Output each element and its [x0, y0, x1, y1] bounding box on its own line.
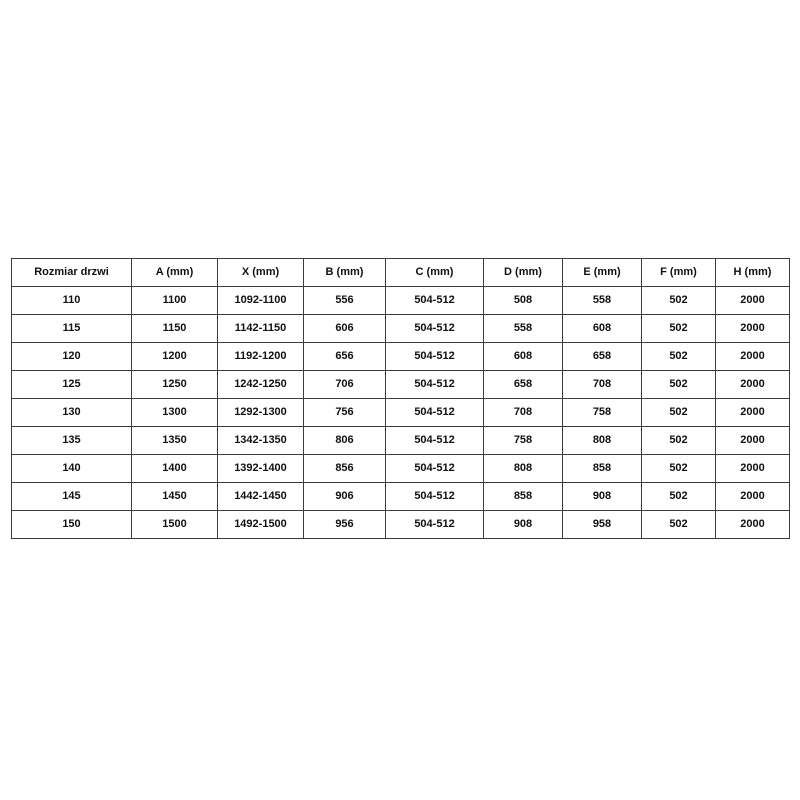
cell-d: 808 [484, 455, 563, 483]
cell-a: 1300 [132, 399, 218, 427]
cell-e: 808 [563, 427, 642, 455]
cell-d: 858 [484, 483, 563, 511]
cell-h: 2000 [716, 287, 790, 315]
cell-x: 1192-1200 [218, 343, 304, 371]
cell-x: 1092-1100 [218, 287, 304, 315]
cell-x: 1292-1300 [218, 399, 304, 427]
cell-a: 1500 [132, 511, 218, 539]
cell-a: 1400 [132, 455, 218, 483]
cell-f: 502 [642, 287, 716, 315]
cell-x: 1342-1350 [218, 427, 304, 455]
cell-a: 1450 [132, 483, 218, 511]
cell-d: 658 [484, 371, 563, 399]
cell-door-size: 115 [12, 315, 132, 343]
cell-c: 504-512 [386, 399, 484, 427]
table-row [12, 455, 790, 483]
cell-door-size: 135 [12, 427, 132, 455]
cell-e: 658 [563, 343, 642, 371]
cell-e: 758 [563, 399, 642, 427]
cell-door-size: 125 [12, 371, 132, 399]
cell-f: 502 [642, 343, 716, 371]
column-header-f: F (mm) [642, 259, 716, 287]
cell-b: 706 [304, 371, 386, 399]
spec-table-container [11, 258, 789, 539]
table-header [12, 259, 790, 287]
cell-f: 502 [642, 483, 716, 511]
cell-d: 708 [484, 399, 563, 427]
cell-h: 2000 [716, 343, 790, 371]
cell-e: 858 [563, 455, 642, 483]
cell-c: 504-512 [386, 427, 484, 455]
cell-e: 558 [563, 287, 642, 315]
cell-e: 958 [563, 511, 642, 539]
cell-door-size: 150 [12, 511, 132, 539]
cell-a: 1150 [132, 315, 218, 343]
table-body [12, 287, 790, 539]
column-header-h: H (mm) [716, 259, 790, 287]
cell-a: 1200 [132, 343, 218, 371]
cell-b: 806 [304, 427, 386, 455]
cell-b: 856 [304, 455, 386, 483]
column-header-b: B (mm) [304, 259, 386, 287]
cell-c: 504-512 [386, 343, 484, 371]
cell-b: 606 [304, 315, 386, 343]
column-header-door-size: Rozmiar drzwi [12, 259, 132, 287]
column-header-d: D (mm) [484, 259, 563, 287]
table-row [12, 287, 790, 315]
cell-door-size: 110 [12, 287, 132, 315]
table-row [12, 483, 790, 511]
table-row [12, 343, 790, 371]
cell-d: 758 [484, 427, 563, 455]
cell-h: 2000 [716, 427, 790, 455]
table-row [12, 399, 790, 427]
column-header-e: E (mm) [563, 259, 642, 287]
cell-door-size: 145 [12, 483, 132, 511]
cell-door-size: 130 [12, 399, 132, 427]
cell-x: 1242-1250 [218, 371, 304, 399]
cell-b: 906 [304, 483, 386, 511]
table-row [12, 315, 790, 343]
cell-b: 556 [304, 287, 386, 315]
cell-d: 608 [484, 343, 563, 371]
cell-door-size: 120 [12, 343, 132, 371]
cell-f: 502 [642, 427, 716, 455]
cell-c: 504-512 [386, 315, 484, 343]
column-header-c: C (mm) [386, 259, 484, 287]
cell-c: 504-512 [386, 371, 484, 399]
cell-e: 908 [563, 483, 642, 511]
cell-x: 1392-1400 [218, 455, 304, 483]
table-row [12, 371, 790, 399]
cell-b: 956 [304, 511, 386, 539]
cell-b: 656 [304, 343, 386, 371]
cell-b: 756 [304, 399, 386, 427]
cell-x: 1442-1450 [218, 483, 304, 511]
cell-door-size: 140 [12, 455, 132, 483]
cell-c: 504-512 [386, 483, 484, 511]
cell-a: 1250 [132, 371, 218, 399]
cell-h: 2000 [716, 315, 790, 343]
table-header-row [12, 259, 790, 287]
cell-d: 908 [484, 511, 563, 539]
cell-a: 1350 [132, 427, 218, 455]
cell-f: 502 [642, 371, 716, 399]
cell-x: 1142-1150 [218, 315, 304, 343]
door-size-specification-table [11, 258, 790, 539]
cell-f: 502 [642, 455, 716, 483]
cell-e: 708 [563, 371, 642, 399]
cell-h: 2000 [716, 371, 790, 399]
cell-h: 2000 [716, 455, 790, 483]
cell-x: 1492-1500 [218, 511, 304, 539]
cell-f: 502 [642, 511, 716, 539]
cell-c: 504-512 [386, 511, 484, 539]
column-header-a: A (mm) [132, 259, 218, 287]
column-header-x: X (mm) [218, 259, 304, 287]
cell-e: 608 [563, 315, 642, 343]
cell-h: 2000 [716, 511, 790, 539]
cell-f: 502 [642, 399, 716, 427]
cell-c: 504-512 [386, 287, 484, 315]
cell-f: 502 [642, 315, 716, 343]
cell-c: 504-512 [386, 455, 484, 483]
cell-d: 558 [484, 315, 563, 343]
cell-h: 2000 [716, 399, 790, 427]
table-row [12, 427, 790, 455]
cell-a: 1100 [132, 287, 218, 315]
cell-h: 2000 [716, 483, 790, 511]
cell-d: 508 [484, 287, 563, 315]
table-row [12, 511, 790, 539]
